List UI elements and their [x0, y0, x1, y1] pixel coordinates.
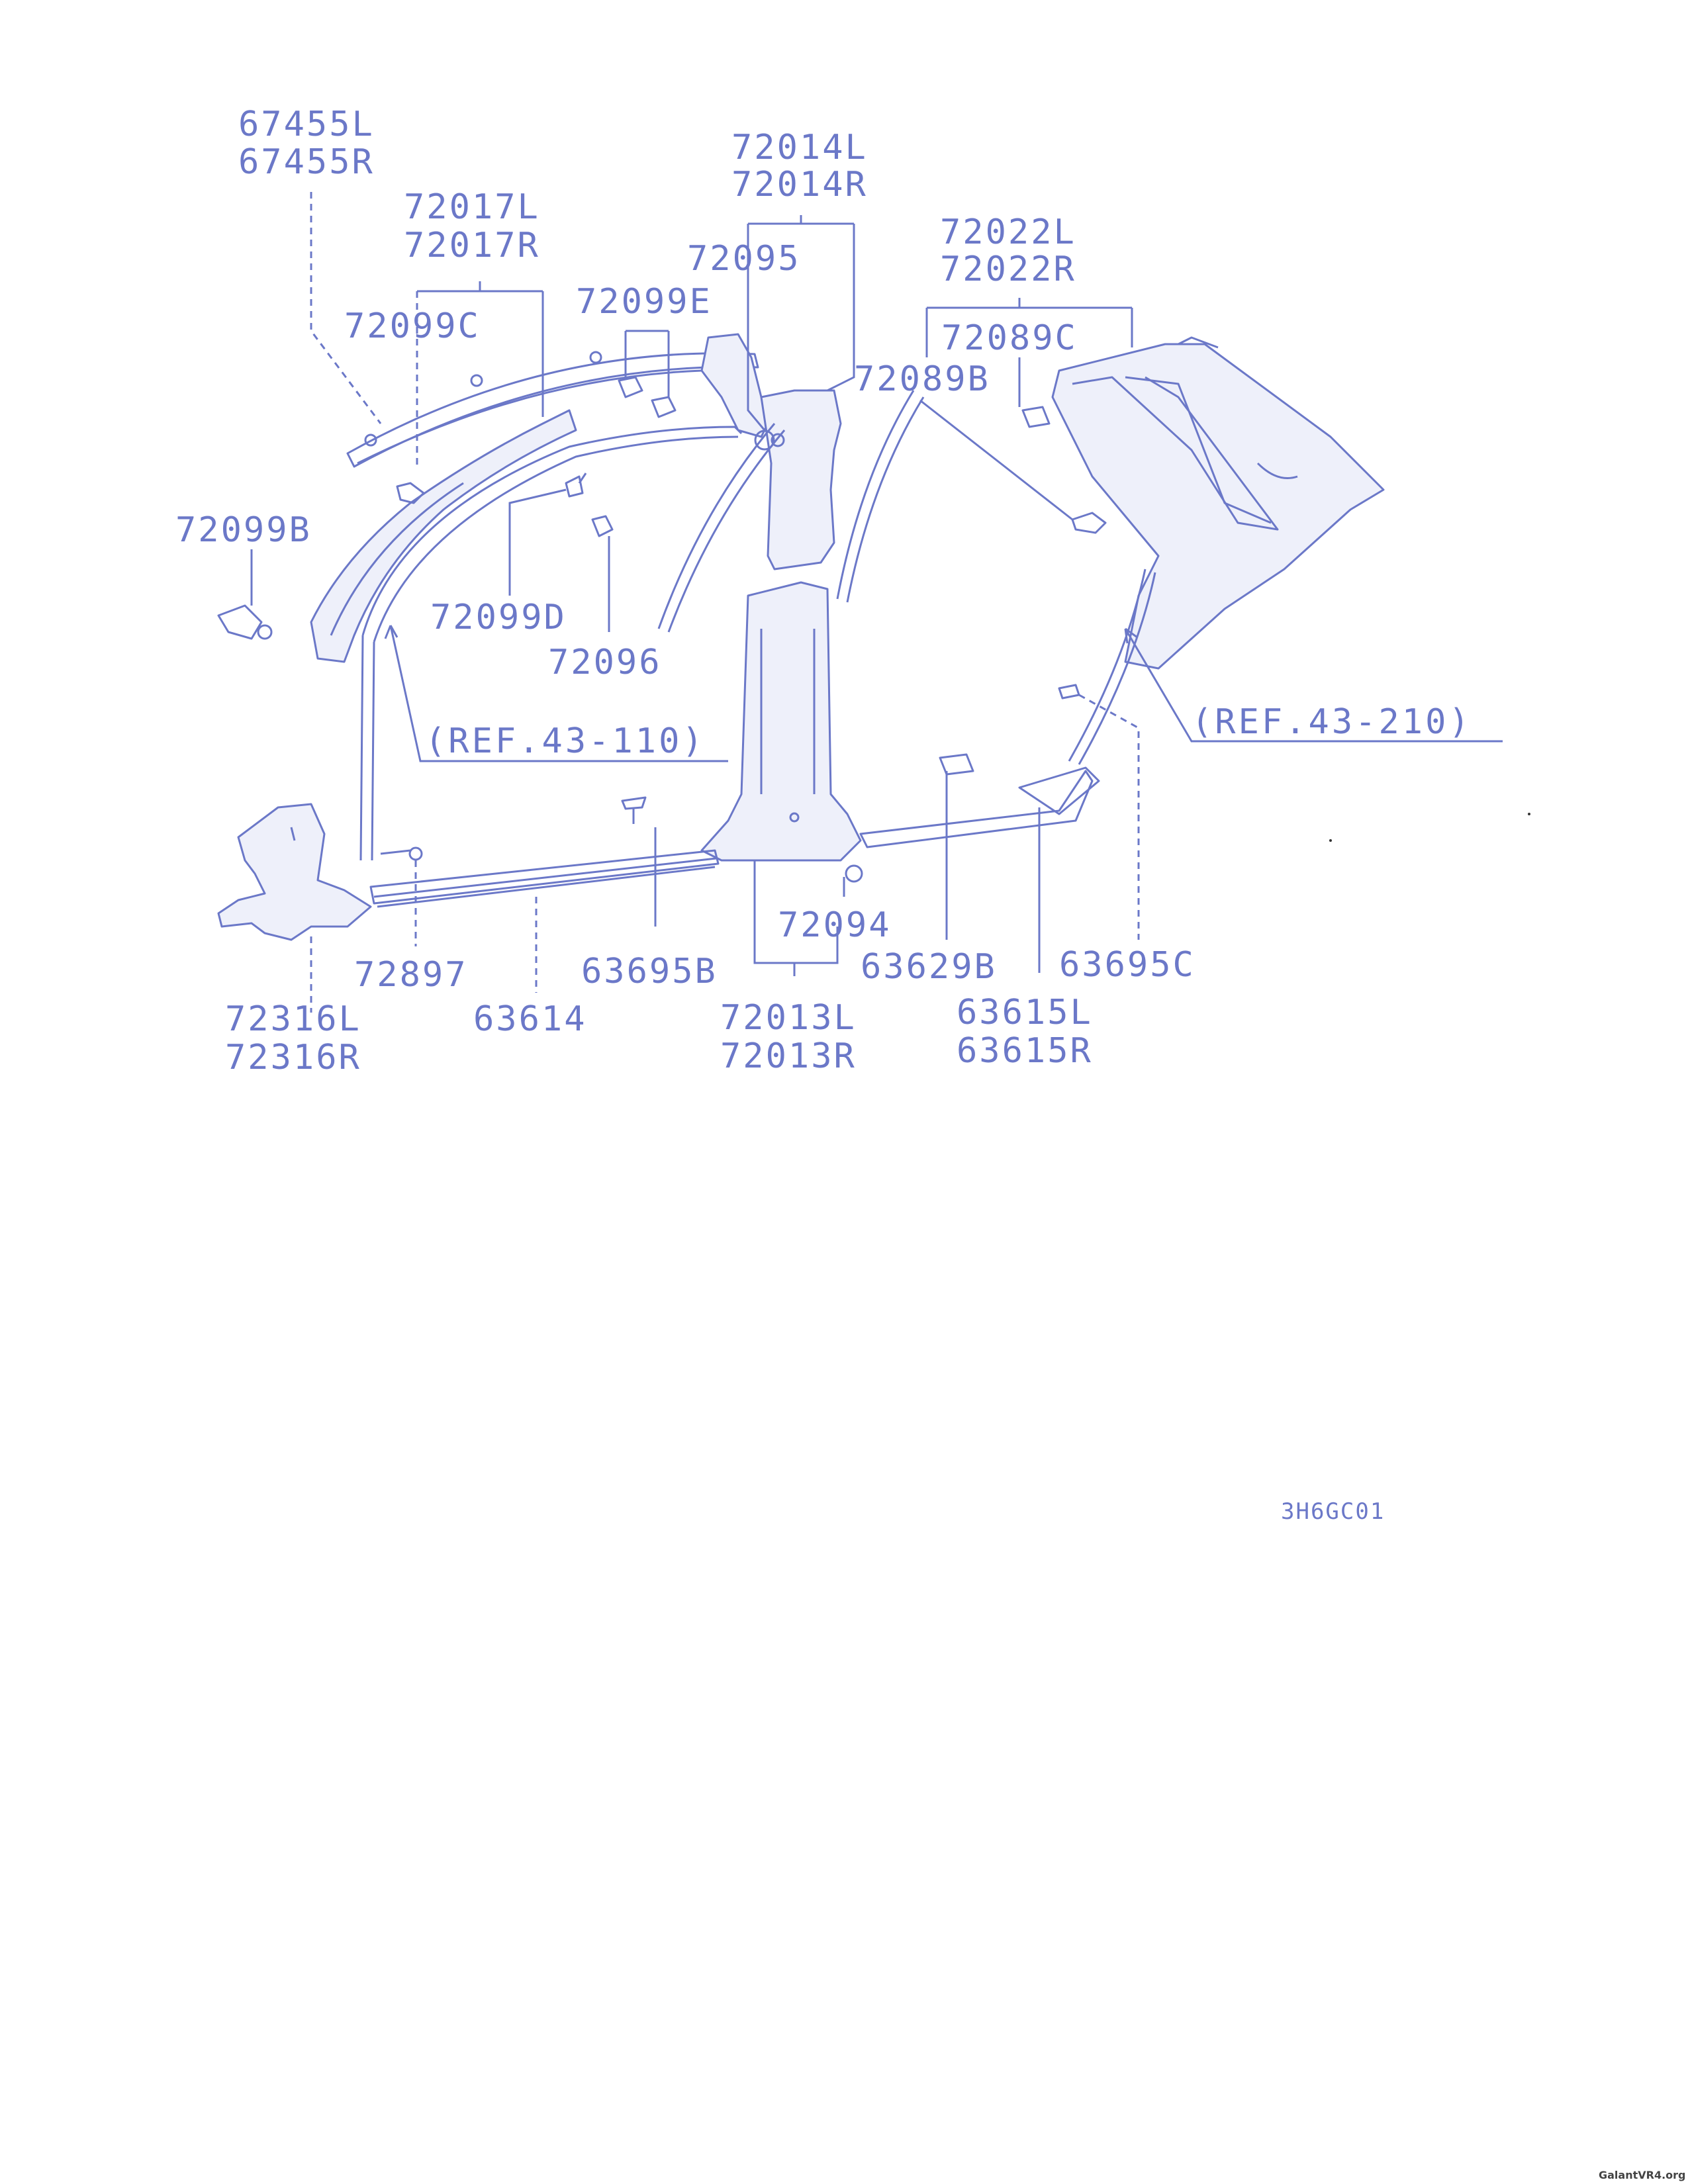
clip-63695B — [622, 797, 645, 824]
label-ref-43-210: (REF.43-210) — [1192, 702, 1472, 742]
label-72089B: 72089B — [854, 359, 990, 399]
label-ref-43-110: (REF.43-110) — [425, 721, 706, 761]
rear-scuff-plate — [861, 768, 1099, 847]
label-72094: 72094 — [778, 905, 892, 945]
label-63629B: 63629B — [861, 947, 997, 987]
label-72013L: 72013L — [720, 998, 857, 1038]
label-72099B: 72099B — [175, 510, 312, 550]
scan-speck — [1329, 839, 1332, 842]
scan-speck — [1528, 813, 1530, 815]
diagram-code: 3H6GC01 — [1281, 1498, 1385, 1525]
label-72014R: 72014R — [731, 165, 868, 205]
label-72099E: 72099E — [576, 282, 712, 322]
label-72099D: 72099D — [430, 598, 567, 637]
label-63615R: 63615R — [957, 1031, 1093, 1071]
clip-72099D — [566, 473, 586, 496]
center-pillar-upper-trim — [702, 334, 841, 569]
clip-72099E — [619, 377, 675, 417]
rear-pillar-quarter-trim — [1053, 338, 1383, 668]
label-72022R: 72022R — [940, 250, 1076, 289]
label-72316L: 72316L — [225, 999, 361, 1039]
label-63615L: 63615L — [957, 993, 1093, 1032]
label-72017R: 72017R — [404, 226, 540, 265]
clip-72099B — [218, 606, 271, 639]
label-63695B: 63695B — [581, 952, 718, 991]
label-72013R: 72013R — [720, 1036, 857, 1076]
screw-72897 — [381, 848, 422, 860]
label-63695C: 63695C — [1059, 945, 1196, 985]
label-72022L: 72022L — [940, 212, 1076, 252]
label-72095: 72095 — [687, 239, 801, 279]
label-67455L: 67455L — [238, 105, 375, 144]
label-72089C: 72089C — [941, 318, 1078, 358]
clip-63629B — [940, 754, 973, 774]
clip-63695C — [1059, 685, 1079, 698]
front-scuff-plate — [371, 850, 718, 907]
clip-72096 — [592, 516, 612, 536]
label-72099C: 72099C — [344, 306, 481, 346]
roof-side-rail-garnish — [348, 352, 758, 467]
label-72897: 72897 — [354, 955, 468, 995]
watermark-text: GalantVR4.org — [1599, 2169, 1686, 2181]
label-72316R: 72316R — [225, 1038, 361, 1077]
clip-72094 — [846, 866, 862, 882]
label-67455R: 67455R — [238, 142, 375, 182]
cowl-side-trim — [218, 804, 371, 940]
label-72014L: 72014L — [731, 128, 868, 167]
label-72017L: 72017L — [404, 187, 540, 227]
label-63614: 63614 — [473, 999, 587, 1039]
label-72096: 72096 — [548, 643, 662, 682]
clip-72089C — [1023, 407, 1049, 427]
center-pillar-lower-trim — [702, 582, 861, 860]
clip-72089B — [1072, 513, 1105, 533]
